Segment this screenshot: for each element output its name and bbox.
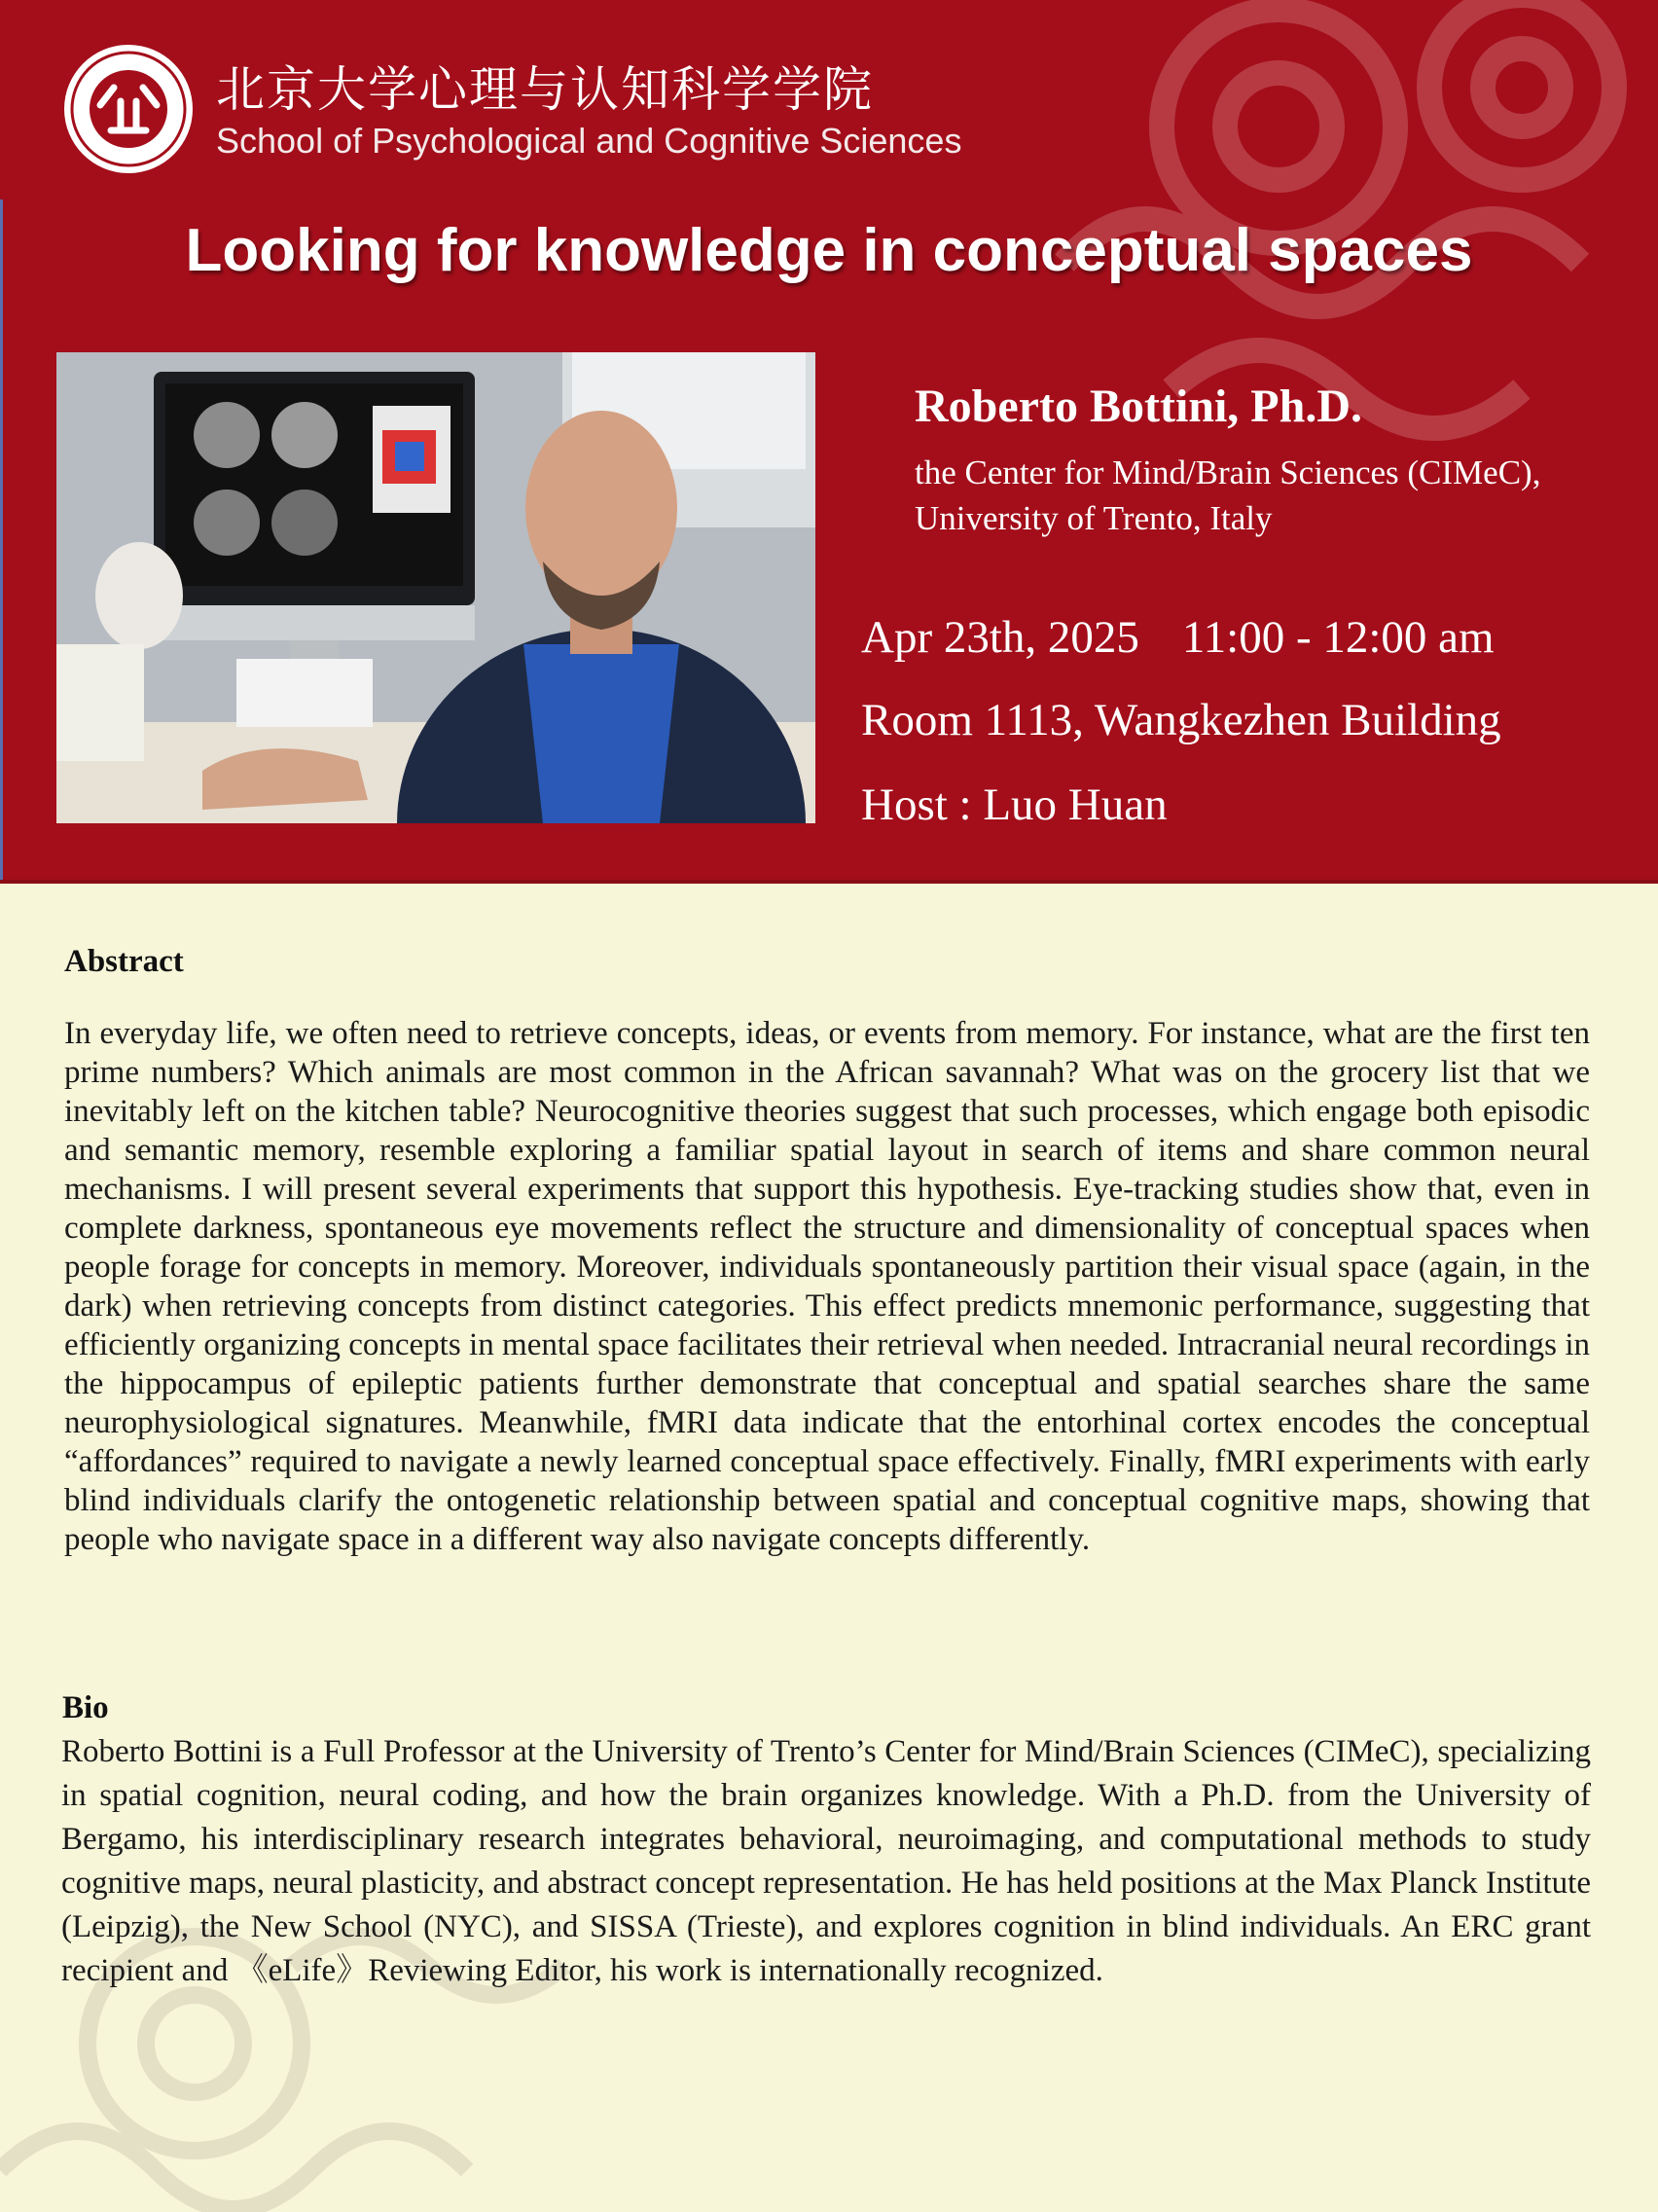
banner-divider (0, 880, 1658, 884)
event-time: 11:00 - 12:00 am (1181, 612, 1495, 663)
abstract-heading: Abstract (64, 944, 184, 979)
school-name-chinese: 北京大学心理与认知科学学院 (216, 61, 874, 118)
speaker-affiliation (915, 450, 1540, 541)
bio-text: Roberto Bottini is a Full Professor at the University of Trento’s Center for Mind/Brain Sciences (CIMeC), specializing in spatial cognition, neural coding, and how the brain organizes knowledge. With a Ph.D. from the University of Bergamo, his interdisciplinary research integrates behavioral, neuroimaging, and computational methods to study cognitive maps, neural plasticity, and abstract concept representation. He has held positions at the Max Planck Institute (Leipzig), the New School (NYC), and SISSA (Trieste), and explores cognition in blind individuals. An ERC grant recipient and 《eLife》Reviewing Editor, his work is internationally recognized. (61, 1734, 1591, 1988)
event-date: Apr 23th, 2025 (861, 612, 1139, 663)
affiliation-line-2: University of Trento, Italy (915, 499, 1273, 537)
banner-edge-line (0, 199, 3, 884)
abstract-text: In everyday life, we often need to retrieve concepts, ideas, or events from memory. For instance, what are the first ten prime numbers? Which animals are most common in the African savannah? What was on the grocery list that we inevitably left on the kitchen table? Neurocognitive theories suggest that such processes, which engage both episodic and semantic memory, resemble exploring a familiar spatial layout in search of items and share common neural mechanisms. I will present several experiments that support this hypothesis. Eye-tracking studies show that, even in complete darkness, spontaneous eye movements reflect the structure and dimensionality of conceptual spaces when people forage for concepts in memory. Moreover, individuals spontaneously partition their visual space (again, in the dark) when retrieving concepts from distinct categories. This effect predicts mnemonic performance, suggesting that efficiently organizing concepts in mental space facilitates their retrieval when needed. Intracranial neural recordings in the hippocampus of epileptic patients further demonstrate that conceptual and spatial searches share the same neurophysiological signatures. Meanwhile, fMRI data indicate that the entorhinal cortex encodes the conceptual “affordances” required to navigate a newly learned conceptual space effectively. Finally, fMRI experiments with early blind individuals clarify the ontogenetic relationship between spatial and conceptual cognitive maps, showing that people who navigate space in a different way also navigate concepts differently. (64, 1016, 1590, 1557)
affiliation-line-1: the Center for Mind/Brain Sciences (CIMeC), (915, 453, 1541, 491)
talk-title: Looking for knowledge in conceptual spaces (185, 217, 1473, 284)
header-banner (0, 0, 1658, 884)
speaker-photo (56, 352, 815, 823)
event-date-time (861, 611, 1495, 664)
event-host: Host : Luo Huan (861, 780, 1168, 830)
peking-university-seal-icon (60, 41, 197, 177)
school-name-english: School of Psychological and Cognitive Sciences (216, 121, 962, 161)
event-location: Room 1113, Wangkezhen Building (861, 695, 1501, 745)
speaker-name: Roberto Bottini, Ph.D. (915, 381, 1362, 432)
bio-heading: Bio (62, 1690, 109, 1725)
